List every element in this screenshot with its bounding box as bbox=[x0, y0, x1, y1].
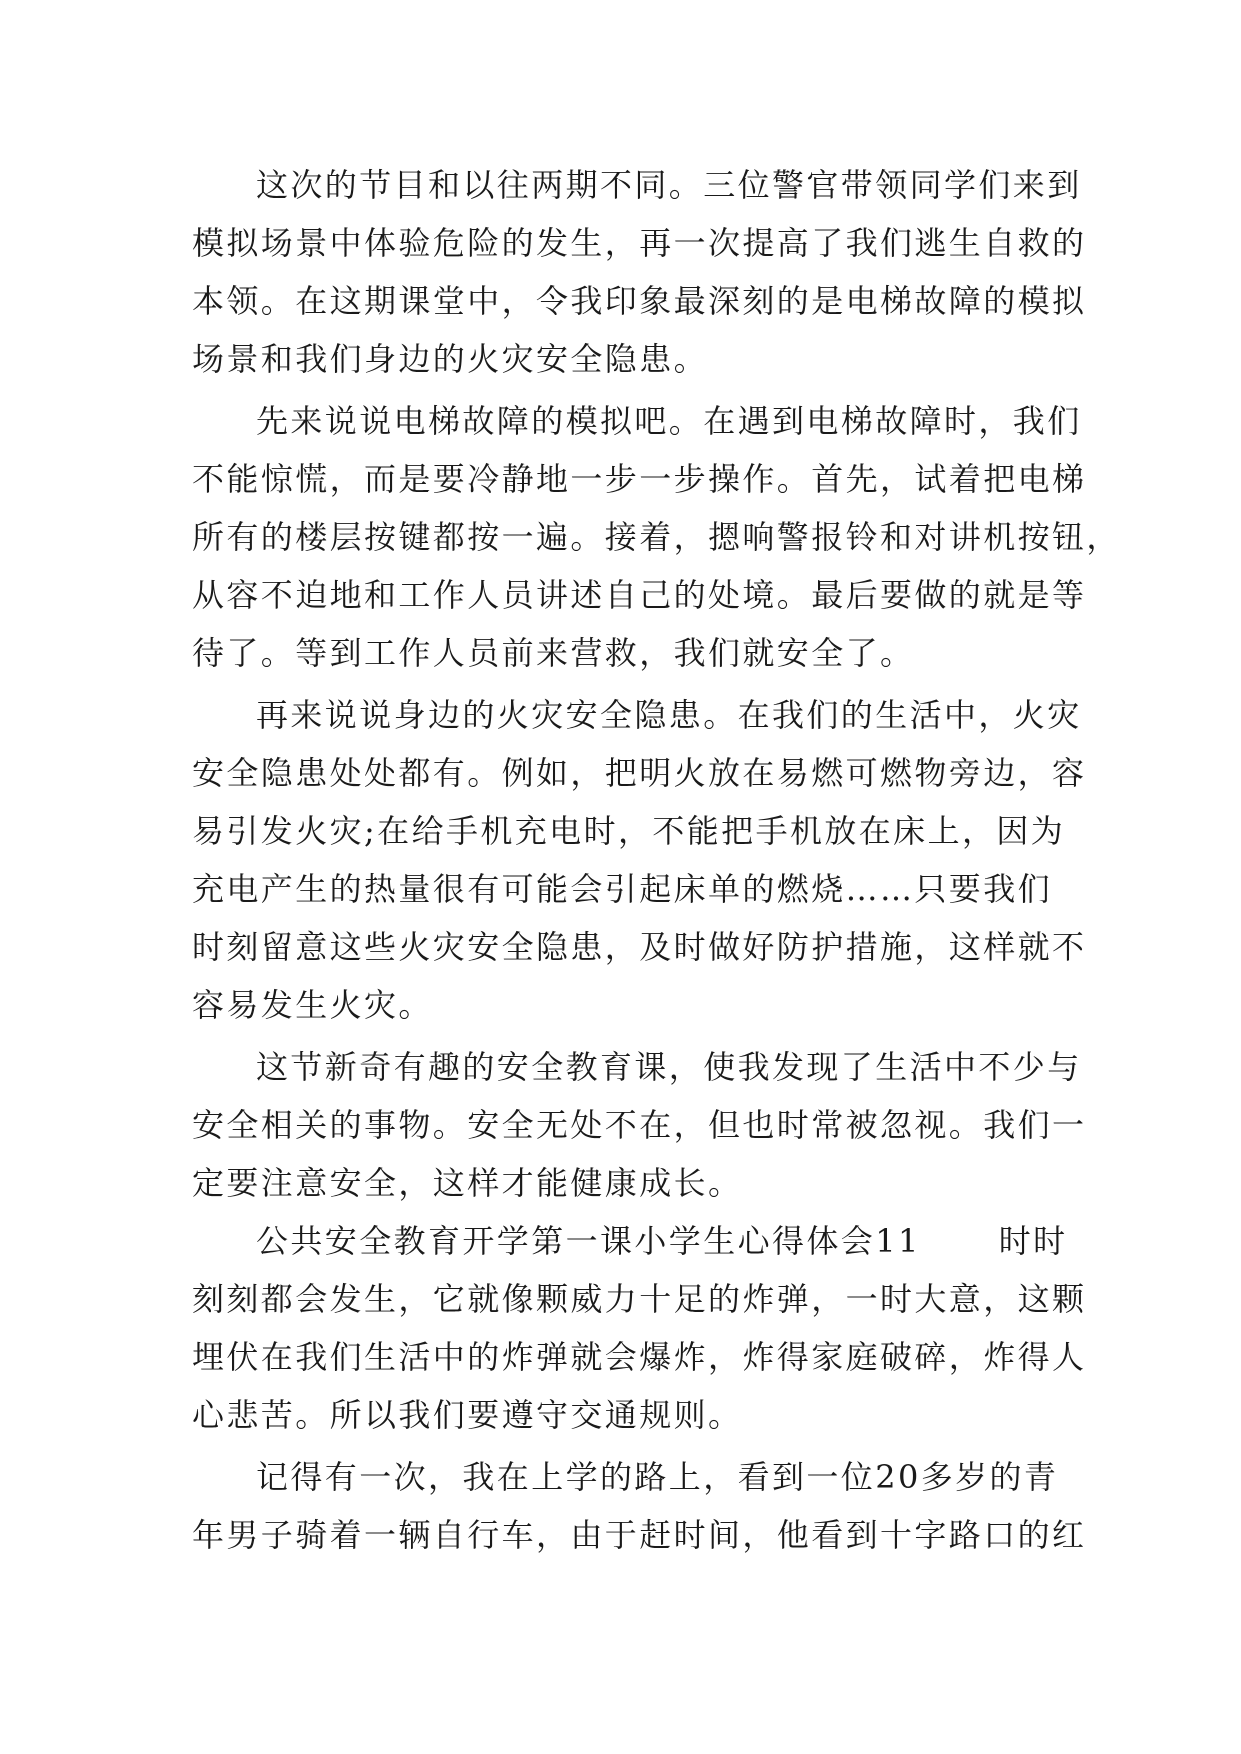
section-heading: 公共安全教育开学第一课小学生心得体会11 bbox=[256, 1222, 921, 1260]
paragraph-2-line-3: 所有的楼层按键都按一遍。接着，摁响警报铃和对讲机按钮， bbox=[192, 518, 1121, 556]
paragraph-3-line-5: 时刻留意这些火灾安全隐患，及时做好防护措施，这样就不 bbox=[192, 928, 1087, 966]
paragraph-1-line-3: 本领。在这期课堂中，令我印象最深刻的是电梯故障的模拟 bbox=[192, 282, 1087, 320]
paragraph-1-line-2: 模拟场景中体验危险的发生，再一次提高了我们逃生自救的 bbox=[192, 224, 1087, 262]
paragraph-3-line-3: 易引发火灾;在给手机充电时，不能把手机放在床上，因为 bbox=[192, 812, 1066, 850]
paragraph-6-line-1: 记得有一次，我在上学的路上，看到一位20多岁的青 bbox=[256, 1458, 1059, 1496]
paragraph-4-line-1: 这节新奇有趣的安全教育课，使我发现了生活中不少与 bbox=[256, 1048, 1082, 1086]
section-heading-tail: 时时 bbox=[998, 1222, 1068, 1260]
section-heading-line bbox=[192, 1212, 1068, 1270]
paragraph-5-line-4: 心悲苦。所以我们要遵守交通规则。 bbox=[192, 1396, 743, 1434]
paragraph-3-line-1: 再来说说身边的火灾安全隐患。在我们的生活中，火灾 bbox=[256, 696, 1082, 734]
paragraph-2-line-4: 从容不迫地和工作人员讲述自己的处境。最后要做的就是等 bbox=[192, 576, 1087, 614]
paragraph-2-line-1: 先来说说电梯故障的模拟吧。在遇到电梯故障时，我们 bbox=[256, 402, 1082, 440]
paragraph-3-line-2: 安全隐患处处都有。例如，把明火放在易燃可燃物旁边，容 bbox=[192, 754, 1087, 792]
paragraph-5-line-2: 刻刻都会发生，它就像颗威力十足的炸弹，一时大意，这颗 bbox=[192, 1280, 1087, 1318]
paragraph-2-line-2: 不能惊慌，而是要冷静地一步一步操作。首先，试着把电梯 bbox=[192, 460, 1087, 498]
paragraph-2-line-5: 待了。等到工作人员前来营救，我们就安全了。 bbox=[192, 634, 915, 672]
paragraph-4-line-2: 安全相关的事物。安全无处不在，但也时常被忽视。我们一 bbox=[192, 1106, 1087, 1144]
paragraph-1-line-1: 这次的节目和以往两期不同。三位警官带领同学们来到 bbox=[256, 166, 1082, 204]
paragraph-4-line-3: 定要注意安全，这样才能健康成长。 bbox=[192, 1164, 743, 1202]
paragraph-6-line-2: 年男子骑着一辆自行车，由于赶时间，他看到十字路口的红 bbox=[192, 1516, 1087, 1554]
paragraph-1-line-4: 场景和我们身边的火灾安全隐患。 bbox=[192, 340, 709, 378]
paragraph-3-line-6: 容易发生火灾。 bbox=[192, 986, 433, 1024]
paragraph-5-line-3: 埋伏在我们生活中的炸弹就会爆炸，炸得家庭破碎，炸得人 bbox=[192, 1338, 1087, 1376]
paragraph-3-line-4: 充电产生的热量很有可能会引起床单的燃烧……只要我们 bbox=[192, 870, 1053, 908]
